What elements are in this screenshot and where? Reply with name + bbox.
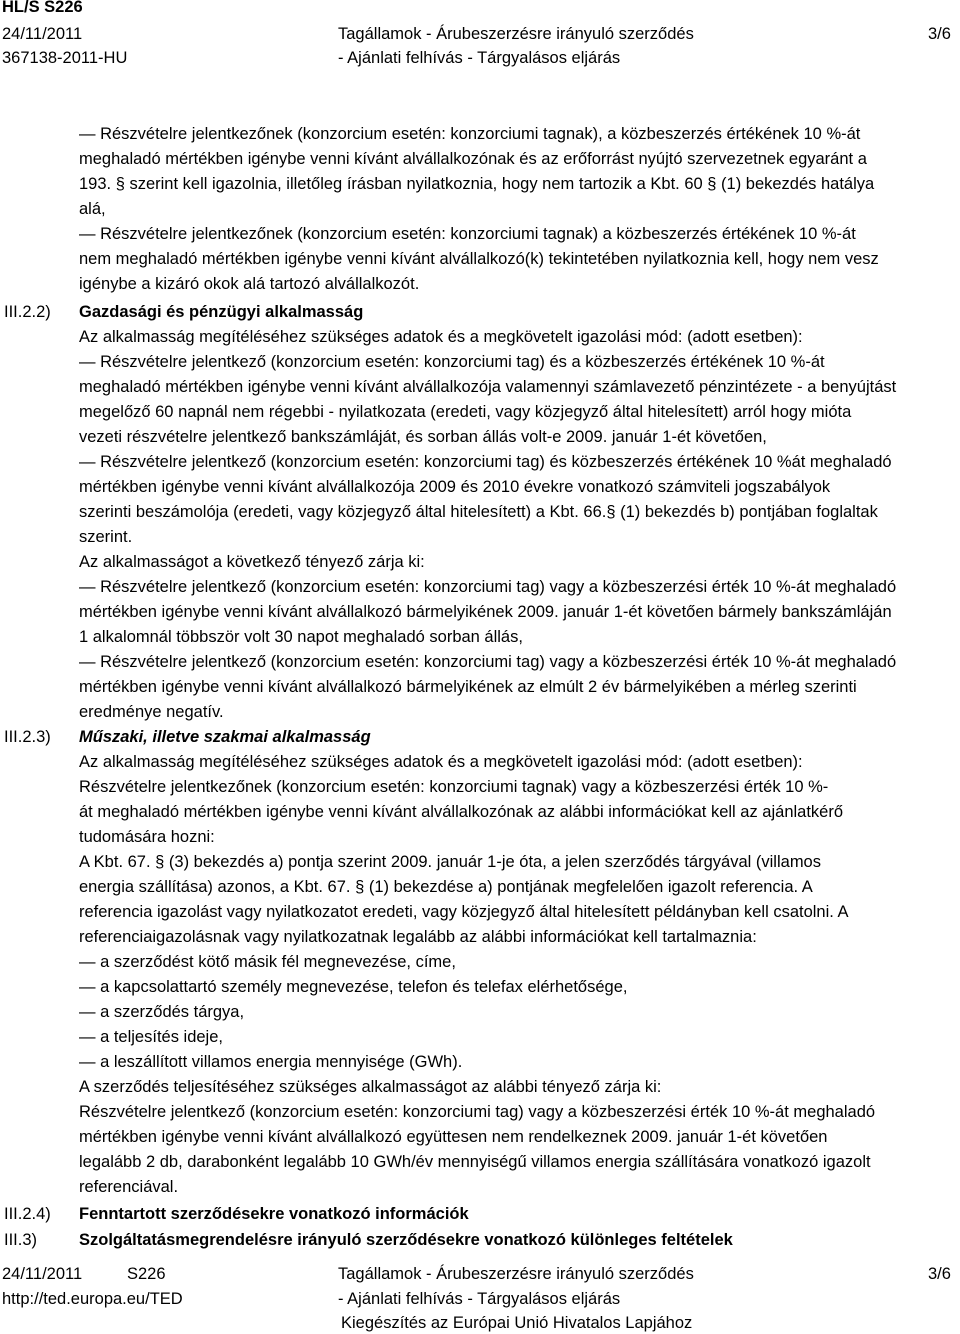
body-line: — Részvételre jelentkezőnek (konzorcium esetén: konzorciumi tagnak), a közbeszerzés értékének 10 %-át: [79, 125, 861, 143]
body-line: referenciaigazolásnak vagy nyilatkozatnak legalább az alábbi információkat kell tartalmaznia:: [79, 928, 757, 946]
body-line: 193. § szerint kell igazolnia, illetőleg írásban nyilatkoznia, hogy nem tartozik a Kbt. 60 § (1) bekezdés hatálya: [79, 175, 875, 193]
doc-id: HL/S S226: [2, 0, 83, 16]
body-line: A szerződés teljesítéséhez szükséges alkalmasságot az alábbi tényező zárja ki:: [79, 1078, 662, 1096]
header-title-line2: - Ajánlati felhívás - Tárgyalásos eljárás: [338, 49, 621, 67]
body-line: A Kbt. 67. § (3) bekezdés a) pontja szerint 2009. január 1-je óta, a jelen szerződés tárgyával (villamos: [79, 853, 821, 871]
header-title-line1: Tagállamok - Árubeszerzésre irányuló szerződés: [338, 25, 694, 43]
body-line: referencia igazolást vagy nyilatkozatot eredeti, vagy közjegyző által hitelesített példányban kell csatolni. A: [79, 903, 849, 921]
body-line: referenciával.: [79, 1178, 179, 1196]
header-date: 24/11/2011: [2, 25, 83, 43]
body-line: Az alkalmasság megítéléséhez szükséges adatok és a megkövetelt igazolási mód: (adott esetben):: [79, 753, 803, 771]
section-heading-reserved: Fenntartott szerződésekre vonatkozó információk: [79, 1205, 469, 1223]
body-line: mértékben igénybe venni kívánt alvállalkozója 2009 és 2010 évekre vonatkozó számviteli jogszabályok: [79, 478, 831, 496]
body-line: 1 alkalomnál többször volt 30 napot meghaladó sorban állás,: [79, 628, 523, 646]
body-line: nem meghaladó mértékben igénybe venni kívánt alvállalkozó(k) tekintetében nyilatkoznia kell, hogy nem vesz: [79, 250, 879, 268]
body-line: Az alkalmasságot a következő tényező zárja ki:: [79, 553, 425, 571]
body-line: Részvételre jelentkező (konzorcium esetén: konzorciumi tag) vagy a közbeszerzési érték 10 %-át meghaladó: [79, 1103, 876, 1121]
header-page-number: 3/6: [928, 25, 951, 43]
footer-series: S226: [127, 1265, 166, 1283]
list-item: — a teljesítés ideje,: [79, 1028, 223, 1046]
list-item: — a szerződés tárgya,: [79, 1003, 245, 1021]
body-line: mértékben igénybe venni kívánt alvállalkozó bármelyikének 2009. január 1-ét követően bármely bankszámláján: [79, 603, 892, 621]
body-line: — Részvételre jelentkező (konzorcium esetén: konzorciumi tag) vagy a közbeszerzési érték 10 %-át meghaladó: [79, 578, 897, 596]
body-line: — Részvételre jelentkező (konzorcium esetén: konzorciumi tag) és közbeszerzés értékének 10 %át meghaladó: [79, 453, 892, 471]
body-line: meghaladó mértékben igénybe venni kívánt alvállalkozója valamennyi számlavezető pénzintézete - a benyújtást: [79, 378, 897, 396]
body-line: — Részvételre jelentkezőnek (konzorcium esetén: konzorciumi tagnak) a közbeszerzés értékének 10 %-át: [79, 225, 856, 243]
body-line: mértékben igénybe venni kívánt alvállalkozó bármelyikének az elmúlt 2 év bármelyikében a mérleg szerinti: [79, 678, 857, 696]
body-line: Az alkalmasság megítéléséhez szükséges adatok és a megkövetelt igazolási mód: (adott esetben):: [79, 328, 803, 346]
footer-url[interactable]: http://ted.europa.eu/TED: [2, 1290, 183, 1308]
body-line: energia szállítása) azonos, a Kbt. 67. § (1) bekezdése a) pontjának megfelelően igazolt referencia. A: [79, 878, 813, 896]
body-line: igénybe a kizáró okok alá tartozó alvállalkozót.: [79, 275, 420, 293]
body-line: meghaladó mértékben igénybe venni kívánt alvállalkozónak és az erőforrást nyújtó szervezetnek egyaránt a: [79, 150, 867, 168]
section-heading-technical: Műszaki, illetve szakmai alkalmasság: [79, 728, 371, 746]
section-number-iii-2-2: III.2.2): [4, 303, 51, 321]
list-item: — a leszállított villamos energia mennyisége (GWh).: [79, 1053, 463, 1071]
body-line: vezeti részvételre jelentkező bankszámláját, és sorban állás volt-e 2009. január 1-ét követően,: [79, 428, 767, 446]
body-line: alá,: [79, 200, 106, 218]
section-heading-economic: Gazdasági és pénzügyi alkalmasság: [79, 303, 364, 321]
notice-number: 367138-2011-HU: [2, 49, 128, 67]
footer-page-number: 3/6: [928, 1265, 951, 1283]
list-item: — a szerződést kötő másik fél megnevezése, címe,: [79, 953, 456, 971]
body-line: szerint.: [79, 528, 133, 546]
body-line: Részvételre jelentkezőnek (konzorcium esetén: konzorciumi tagnak) vagy a közbeszerzési érték 10 %-: [79, 778, 829, 796]
section-number-iii-3: III.3): [4, 1231, 38, 1249]
body-line: mértékben igénybe venni kívánt alvállalkozó együttesen nem rendelkeznek 2009. január 1-ét követően: [79, 1128, 828, 1146]
body-line: szerinti beszámolója (eredeti, vagy közjegyző által hitelesített) a Kbt. 66.§ (1) bekezdés b) pontjában foglaltak: [79, 503, 878, 521]
section-number-iii-2-4: III.2.4): [4, 1205, 51, 1223]
body-line: — Részvételre jelentkező (konzorcium esetén: konzorciumi tag) és a közbeszerzés értékének 10 %-át: [79, 353, 825, 371]
body-line: legalább 2 db, darabonként legalább 10 GWh/év mennyiségű villamos energia szállítására vonatkozó igazolt: [79, 1153, 871, 1171]
section-heading-services: Szolgáltatásmegrendelésre irányuló szerződésekre vonatkozó különleges feltételek: [79, 1231, 733, 1249]
body-line: — Részvételre jelentkező (konzorcium esetén: konzorciumi tag) vagy a közbeszerzési érték 10 %-át meghaladó: [79, 653, 897, 671]
body-line: tudomására hozni:: [79, 828, 215, 846]
body-line: megelőző 60 napnál nem régebbi - nyilatkozata (eredeti, vagy közjegyző által hitelesített) arról hogy mióta: [79, 403, 852, 421]
footer-title-line1: Tagállamok - Árubeszerzésre irányuló szerződés: [338, 1265, 694, 1283]
footer-date: 24/11/2011: [2, 1265, 83, 1283]
footer-title-line2: - Ajánlati felhívás - Tárgyalásos eljárás: [338, 1290, 621, 1308]
body-line: át meghaladó mértékben igénybe venni kívánt alvállalkozónak az alábbi információkat kell az ajánlatkérő: [79, 803, 844, 821]
footer-title-line3: Kiegészítés az Európai Unió Hivatalos Lapjához: [341, 1314, 693, 1332]
body-line: eredménye negatív.: [79, 703, 224, 721]
list-item: — a kapcsolattartó személy megnevezése, telefon és telefax elérhetősége,: [79, 978, 628, 996]
section-number-iii-2-3: III.2.3): [4, 728, 51, 746]
